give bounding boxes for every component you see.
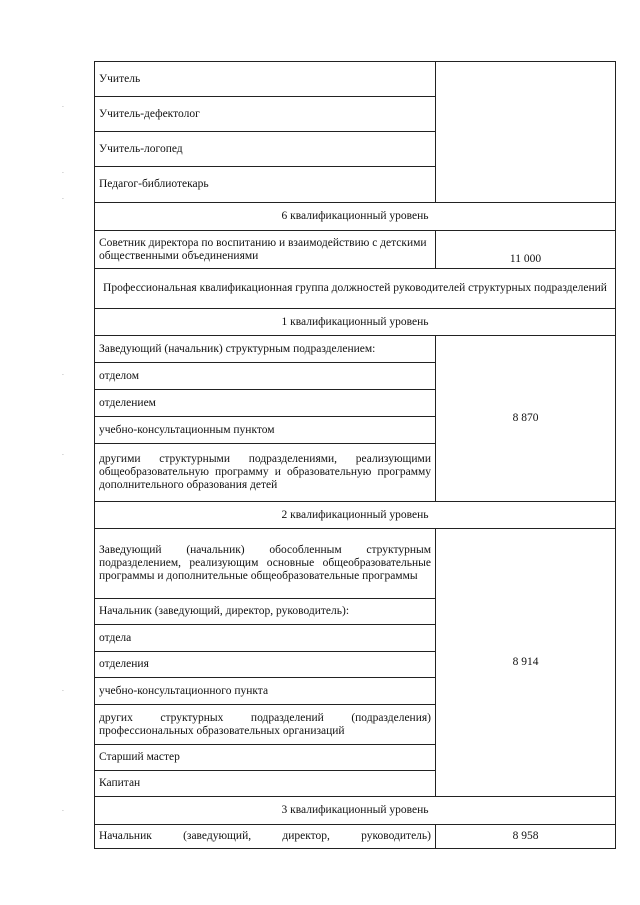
- position-cell: учебно-консультационным пунктом: [95, 417, 436, 444]
- level-heading: 6 квалификационный уровень: [95, 203, 616, 231]
- scan-mark: ·: [62, 452, 64, 459]
- level-heading-row: [95, 203, 616, 231]
- level-heading-row: [95, 797, 616, 825]
- position-cell: Начальник (заведующий, директор, руководитель):: [95, 599, 436, 625]
- table-row: [95, 529, 616, 599]
- group-heading: Профессиональная квалификационная группа должностей руководителей структурных подразделений: [95, 269, 616, 309]
- position-cell: Старший мастер: [95, 745, 436, 771]
- table-row: [95, 336, 616, 363]
- level-heading: 1 квалификационный уровень: [95, 309, 616, 336]
- qualification-table: [94, 61, 616, 849]
- scan-mark: ·: [62, 196, 64, 203]
- level-heading: 2 квалификационный уровень: [95, 502, 616, 529]
- salary-cell: 8 870: [436, 336, 616, 502]
- position-cell: учебно-консультационного пункта: [95, 678, 436, 705]
- position-cell: Заведующий (начальник) обособленным структурным подразделением, реализующим основные общеобразовательные программы и дополнительные общеобразовательные программы: [95, 529, 436, 599]
- level-heading: 3 квалификационный уровень: [95, 797, 616, 825]
- table-row: [95, 231, 616, 269]
- position-cell: Начальник (заведующий, директор, руководитель): [95, 825, 436, 849]
- group-heading-row: [95, 269, 616, 309]
- position-cell: Педагог-библиотекарь: [95, 167, 436, 203]
- scan-mark: ·: [62, 688, 64, 695]
- scan-mark: ·: [62, 808, 64, 815]
- position-cell: Заведующий (начальник) структурным подразделением:: [95, 336, 436, 363]
- salary-cell: 8 958: [436, 825, 616, 849]
- position-cell: Учитель: [95, 62, 436, 97]
- level-heading-row: [95, 502, 616, 529]
- position-cell: Капитан: [95, 771, 436, 797]
- salary-cell: 8 914: [436, 529, 616, 797]
- position-cell: Учитель-логопед: [95, 132, 436, 167]
- position-cell: другими структурными подразделениями, реализующими общеобразовательную программу и образовательную программу дополнительного образования детей: [95, 444, 436, 502]
- position-cell: других структурных подразделений (подразделения) профессиональных образовательных организаций: [95, 705, 436, 745]
- position-cell: отдела: [95, 625, 436, 652]
- position-cell: отделения: [95, 652, 436, 678]
- scan-mark: ·: [62, 372, 64, 379]
- salary-cell: [436, 62, 616, 203]
- position-cell: Учитель-дефектолог: [95, 97, 436, 132]
- table-row: [95, 825, 616, 849]
- scan-mark: ·: [62, 104, 64, 111]
- position-cell: Советник директора по воспитанию и взаимодействию с детскими общественными объединениями: [95, 231, 436, 269]
- position-cell: отделением: [95, 390, 436, 417]
- position-cell: отделом: [95, 363, 436, 390]
- salary-cell: 11 000: [436, 231, 616, 269]
- level-heading-row: [95, 309, 616, 336]
- table-row: [95, 62, 616, 97]
- scan-mark: ·: [62, 170, 64, 177]
